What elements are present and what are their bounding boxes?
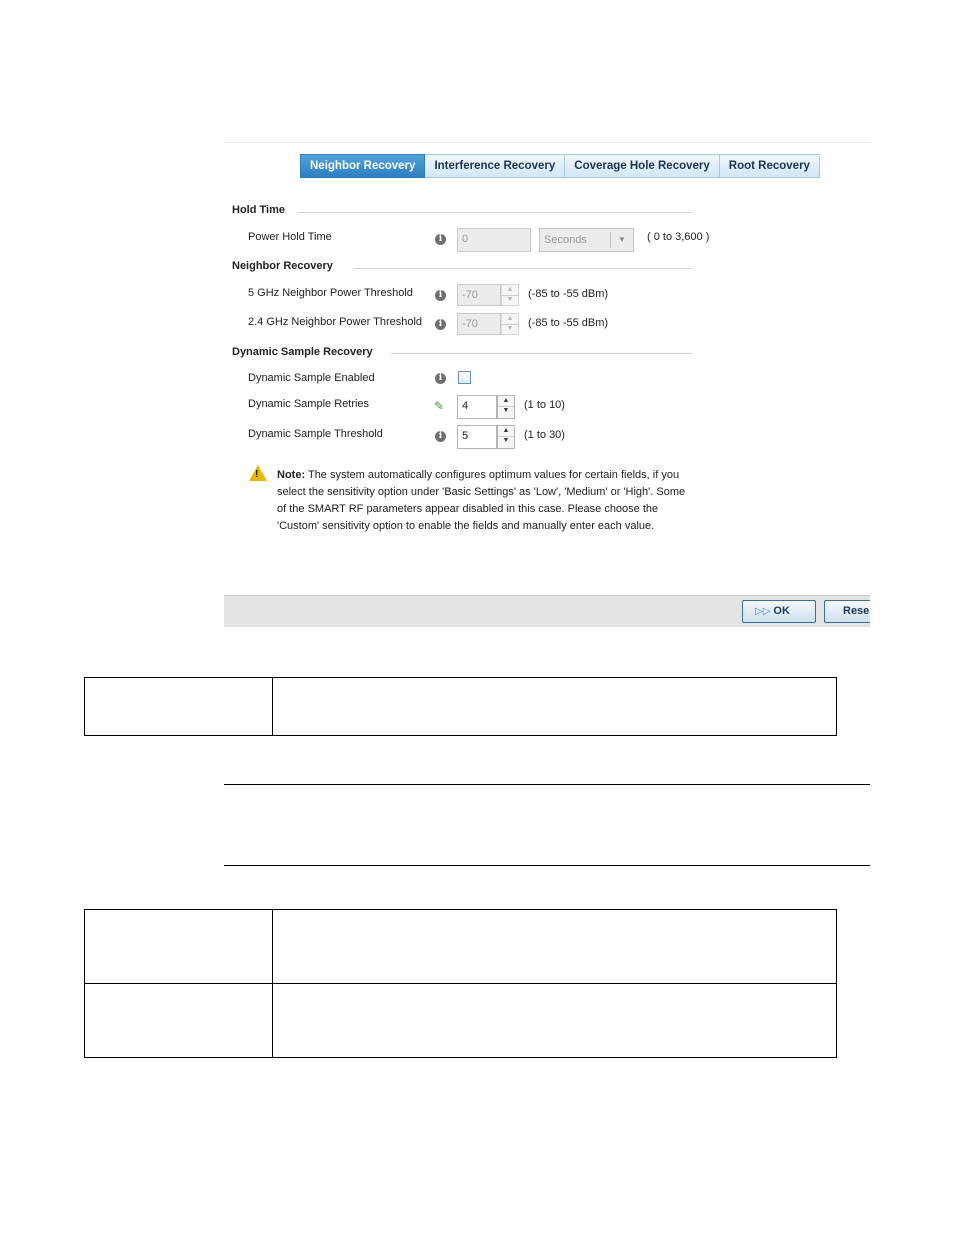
dynamic-sample-threshold-stepper[interactable]: [497, 425, 515, 449]
note-text: The system automatically configures optimum values for certain fields, if you select the sensitivity option under 'Basic Settings' as 'Low', 'Medium' or 'High'. Some of the SMART RF parameters appear disabled in this case. Please choose the 'Custom' sensitivity option to enable the fields and manually enter each value.: [277, 469, 686, 532]
ok-label: OK: [773, 605, 790, 617]
info-icon: i: [435, 373, 446, 384]
smart-rf-recovery-panel: [224, 142, 870, 627]
table-row: [85, 984, 837, 1058]
dynamic-sample-retries-input[interactable]: 4: [457, 395, 497, 419]
table-cell: [85, 910, 273, 984]
unit-select-value: Seconds: [544, 234, 587, 246]
ghz24-threshold-range: (-85 to -55 dBm): [528, 317, 609, 329]
hold-time-divider: [298, 212, 692, 213]
stepper-up-icon[interactable]: ▲: [498, 426, 514, 437]
ok-arrows-icon: ▷▷: [755, 606, 771, 617]
stepper-up-icon[interactable]: ▲: [498, 396, 514, 407]
power-hold-time-input[interactable]: 0: [457, 228, 531, 252]
tab-root-recovery[interactable]: Root Recovery: [720, 154, 820, 178]
stepper-down-icon[interactable]: ▼: [506, 296, 514, 303]
reset-button[interactable]: [824, 600, 870, 623]
dynamic-sample-enabled-label: Dynamic Sample Enabled: [248, 372, 375, 384]
warning-exclamation: !: [255, 469, 259, 480]
table-cell: [273, 984, 837, 1058]
tab-neighbor-recovery[interactable]: Neighbor Recovery: [300, 154, 425, 178]
ghz5-threshold-range: (-85 to -55 dBm): [528, 288, 609, 300]
hold-time-heading: Hold Time: [232, 204, 285, 216]
ghz5-threshold-stepper[interactable]: [501, 284, 519, 306]
table-row: [85, 678, 837, 736]
reset-label: Rese: [843, 605, 870, 617]
tab-coverage-hole-recovery[interactable]: Coverage Hole Recovery: [565, 154, 720, 178]
dynamic-sample-enabled-checkbox[interactable]: [458, 371, 471, 384]
chevron-down-icon: ▼: [610, 232, 633, 248]
description-table-1: [84, 677, 837, 736]
info-icon: i: [435, 234, 446, 245]
ghz5-threshold-label: 5 GHz Neighbor Power Threshold: [248, 287, 413, 299]
footer-bar: [224, 595, 870, 627]
power-hold-time-label: Power Hold Time: [248, 231, 332, 243]
table-row: [85, 910, 837, 984]
stepper-down-icon[interactable]: ▼: [502, 437, 510, 444]
ghz24-threshold-stepper[interactable]: [501, 313, 519, 335]
dynamic-sample-retries-range: (1 to 10): [524, 399, 565, 411]
table-cell: [273, 910, 837, 984]
sensitivity-note: [277, 467, 687, 535]
description-table-2: [84, 909, 837, 1058]
note-prefix: Note:: [277, 469, 306, 481]
note-bottom-rule: [224, 865, 870, 866]
dynamic-sample-threshold-label: Dynamic Sample Threshold: [248, 428, 383, 440]
recovery-tabs: [300, 154, 820, 178]
neighbor-recovery-divider: [354, 268, 692, 269]
table-cell: [273, 678, 837, 736]
dynamic-sample-divider: [391, 353, 692, 354]
neighbor-recovery-heading: Neighbor Recovery: [232, 260, 333, 272]
stepper-down-icon[interactable]: ▼: [506, 325, 514, 332]
pencil-icon: ✎: [434, 399, 445, 413]
note-top-rule: [224, 784, 870, 785]
dynamic-sample-retries-stepper[interactable]: [497, 395, 515, 419]
dynamic-sample-threshold-range: (1 to 30): [524, 429, 565, 441]
dynamic-sample-heading: Dynamic Sample Recovery: [232, 346, 373, 358]
stepper-up-icon[interactable]: ▲: [502, 285, 518, 296]
tab-interference-recovery[interactable]: Interference Recovery: [425, 154, 565, 178]
power-hold-time-unit-select[interactable]: [539, 228, 634, 252]
ok-button[interactable]: [742, 600, 816, 623]
dynamic-sample-threshold-input[interactable]: 5: [457, 425, 497, 449]
table-cell: [85, 678, 273, 736]
stepper-up-icon[interactable]: ▲: [502, 314, 518, 325]
ghz24-threshold-label: 2.4 GHz Neighbor Power Threshold: [248, 316, 423, 328]
info-icon: i: [435, 290, 446, 301]
ghz5-threshold-input[interactable]: -70: [457, 284, 501, 306]
dynamic-sample-retries-label: Dynamic Sample Retries: [248, 398, 370, 410]
power-hold-time-range: ( 0 to 3,600 ): [647, 231, 710, 243]
table-cell: [85, 984, 273, 1058]
info-icon: i: [435, 319, 446, 330]
ghz24-threshold-input[interactable]: -70: [457, 313, 501, 335]
stepper-down-icon[interactable]: ▼: [502, 407, 510, 414]
info-icon: i: [435, 431, 446, 442]
